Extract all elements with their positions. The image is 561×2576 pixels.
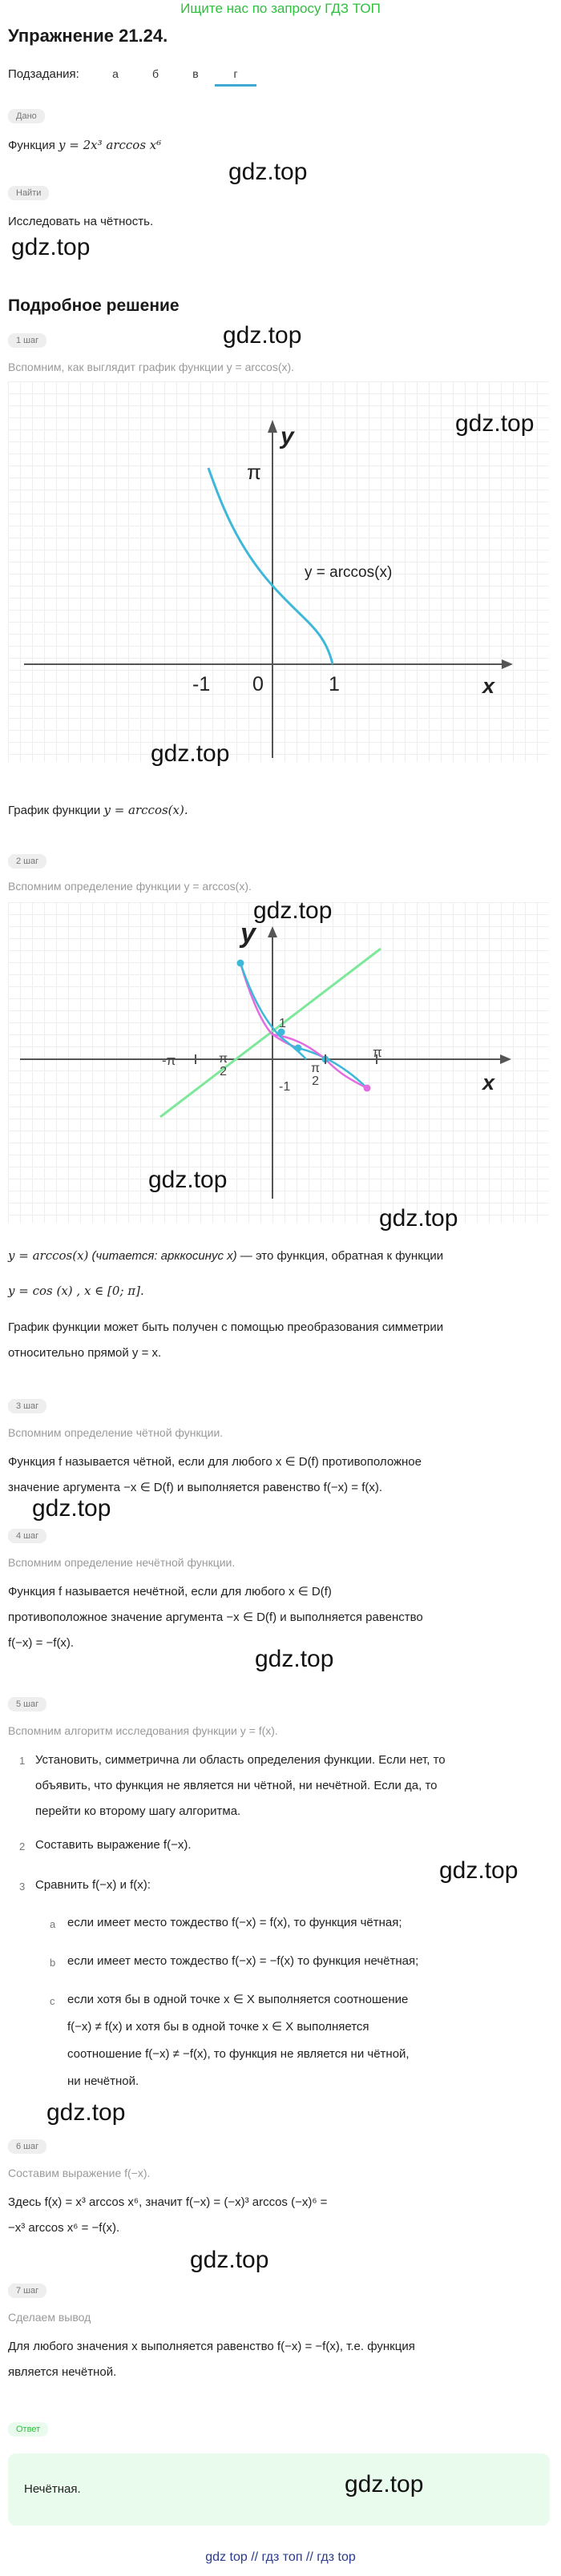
list-item-number: 3	[19, 1881, 26, 1893]
step1-caption	[8, 801, 188, 820]
arccos-curve-pink	[240, 963, 298, 1048]
point-top	[237, 960, 244, 967]
step7-intro: Сделаем вывод	[8, 2311, 91, 2324]
graph2-tick-pi: π	[373, 1045, 382, 1060]
watermark: gdz.top	[255, 1646, 334, 1672]
step6-line2: −x³ arccos x⁶ = −f(x).	[8, 2221, 120, 2235]
symmetry-graph-svg	[8, 902, 549, 1223]
x-axis-arrow	[502, 659, 513, 669]
watermark: gdz.top	[11, 234, 91, 260]
step6-intro: Составим выражение f(−x).	[8, 2167, 151, 2179]
step5-intro: Вспомним алгоритм исследования функции y = f(x).	[8, 1724, 278, 1737]
graph1-tick-neg1: -1	[192, 673, 211, 695]
x-axis-arrow	[500, 1054, 511, 1064]
given-formula: y = 2x³ arccos x⁶	[59, 138, 162, 152]
given-text	[8, 136, 161, 155]
graph1-tick-one: 1	[329, 673, 340, 695]
graph2-negpi2-den: 2	[220, 1065, 227, 1078]
graph2-negpi2-num: π	[219, 1052, 228, 1066]
find-pill: Найти	[8, 186, 49, 200]
watermark: gdz.top	[379, 1205, 458, 1232]
solution-title: Подробное решение	[8, 296, 180, 315]
step5-item2: Составить выражение f(−x).	[35, 1838, 192, 1852]
step7-line2: является нечётной.	[8, 2365, 117, 2379]
watermark: gdz.top	[190, 2247, 269, 2273]
arccos-graph-svg	[8, 381, 549, 762]
step2-p1-line2-formula: y = cos (x) , x ∈ [0; π].	[8, 1284, 144, 1298]
step2-p1-line1	[8, 1247, 443, 1265]
watermark: gdz.top	[148, 1167, 228, 1193]
watermark: gdz.top	[151, 740, 230, 767]
step3-line2: значение аргумента −x ∈ D(f) и выполняется равенство f(−x) = f(x).	[8, 1481, 383, 1494]
step7-line1: Для любого значения x выполняется равенство f(−x) = −f(x), т.е. функция	[8, 2340, 415, 2353]
watermark: gdz.top	[228, 159, 308, 185]
step3-line1: Функция f называется чётной, если для любого x ∈ D(f) противоположное	[8, 1455, 422, 1469]
step5-sub-c-line3: соотношение f(−x) ≠ −f(x), то функция не является ни чётной,	[67, 2047, 410, 2061]
step1-intro: Вспомним, как выглядит график функции y = arccos(x).	[8, 361, 295, 373]
step5-item3: Сравнить f(−x) и f(x):	[35, 1878, 151, 1892]
graph1-func-label: y = arccos(x)	[305, 564, 393, 581]
step6-line1: Здесь f(x) = x³ arccos x⁶, значит f(−x) = (−x)³ arccos (−x)⁶ =	[8, 2195, 328, 2209]
step5-item1-line3: перейти ко второму шагу алгоритма.	[35, 1804, 241, 1818]
footer-links[interactable]: gdz top // гдз топ // гдз top	[205, 2550, 356, 2564]
list-item-letter: b	[50, 1957, 56, 1969]
step5-sub-c-line2: f(−x) ≠ f(x) и хотя бы в одной точке x ∈ X выполняется	[67, 2020, 369, 2034]
point-mid	[295, 1045, 302, 1052]
page-title: Упражнение 21.24.	[8, 26, 168, 46]
step3-intro: Вспомним определение чётной функции.	[8, 1426, 224, 1439]
graph2-y-label: y	[240, 918, 256, 949]
list-item-letter: c	[50, 1995, 55, 2007]
answer-pill: Ответ	[8, 2422, 48, 2437]
step4-pill: 4 шаг	[8, 1529, 46, 1543]
step7-pill: 7 шаг	[8, 2284, 46, 2298]
graph2-tick-negpi: -π	[162, 1053, 176, 1068]
step2-p1-italic: (читается: арккосинус x)	[88, 1249, 237, 1263]
y-axis-arrow	[268, 420, 277, 433]
graph1-y-label: y	[280, 423, 294, 449]
watermark: gdz.top	[223, 322, 302, 349]
watermark: gdz.top	[439, 1857, 519, 1884]
given-pill: Дано	[8, 109, 45, 123]
graph2-tick-neg1: -1	[279, 1080, 291, 1094]
step5-item1-line2: объявить, что функция не является ни чётной, ни нечётной. Если да, то	[35, 1779, 438, 1792]
watermark: gdz.top	[455, 410, 535, 437]
subtasks-label: Подзадания:	[8, 67, 79, 81]
list-item-letter: a	[50, 1918, 56, 1930]
search-banner[interactable]: Ищите нас по запросу ГДЗ ТОП	[180, 1, 381, 16]
symmetry-graph	[8, 897, 549, 1223]
step5-pill: 5 шаг	[8, 1697, 46, 1711]
watermark: gdz.top	[345, 2471, 424, 2497]
watermark: gdz.top	[32, 1495, 111, 1522]
answer-text: Нечётная.	[24, 2482, 81, 2496]
watermark: gdz.top	[253, 897, 333, 924]
step4-intro: Вспомним определение нечётной функции.	[8, 1556, 236, 1569]
tab-a[interactable]: а	[112, 67, 119, 80]
step2-intro: Вспомним определение функции y = arccos(x).	[8, 880, 252, 893]
tab-b[interactable]: б	[151, 67, 159, 80]
y-axis-arrow	[268, 926, 277, 937]
graph2-x-label: x	[482, 1070, 495, 1094]
given-prefix: Функция	[8, 139, 59, 152]
step5-sub-c-line1: если хотя бы в одной точке x ∈ X выполняется соотношение	[67, 1993, 409, 2006]
step4-line3: f(−x) = −f(x).	[8, 1636, 75, 1650]
tab-v[interactable]: в	[192, 67, 199, 80]
graph2-pi2-num: π	[311, 1062, 321, 1075]
step2-p1-rest: — это функция, обратная к функции	[236, 1249, 444, 1263]
step2-p2-line2: относительно прямой y = x.	[8, 1346, 162, 1360]
graph1-tick-zero: 0	[252, 673, 264, 695]
list-item-number: 1	[19, 1755, 26, 1767]
step1-caption-formula: y = arccos(x).	[103, 803, 188, 817]
step6-pill: 6 шаг	[8, 2139, 46, 2154]
graph2-tick-pi2	[311, 1062, 320, 1088]
graph1-pi-label: π	[247, 460, 261, 484]
step5-item1-line1: Установить, симметрична ли область определения функции. Если нет, то	[35, 1753, 446, 1767]
point-end	[364, 1085, 371, 1092]
step5-sub-a: если имеет место тождество f(−x) = f(x), то функция чётная;	[67, 1916, 402, 1929]
arccos-graph	[8, 381, 549, 767]
step4-line1: Функция f называется нечётной, если для любого x ∈ D(f)	[8, 1585, 332, 1598]
step1-pill: 1 шаг	[8, 333, 46, 348]
step4-line2: противоположное значение аргумента −x ∈ D(f) и выполняется равенство	[8, 1611, 423, 1624]
tab-g[interactable]: г	[215, 66, 256, 87]
graph2-tick-one: 1	[279, 1017, 286, 1030]
step1-caption-prefix: График функции	[8, 804, 104, 817]
graph1-x-label: x	[482, 674, 495, 698]
step3-pill: 3 шаг	[8, 1399, 46, 1413]
step5-sub-b: если имеет место тождество f(−x) = −f(x) то функция нечётная;	[67, 1954, 419, 1968]
find-text: Исследовать на чётность.	[8, 215, 154, 228]
list-item-number: 2	[19, 1840, 26, 1852]
graph2-tick-negpi2	[219, 1053, 228, 1078]
step2-p2-line1: График функции может быть получен с помощью преобразования симметрии	[8, 1320, 444, 1334]
step5-sub-c-line4: ни нечётной.	[67, 2074, 139, 2088]
graph2-pi2-den: 2	[312, 1074, 319, 1088]
answer-box	[8, 2453, 550, 2526]
watermark: gdz.top	[46, 2099, 126, 2126]
step2-p1-formula: y = arccos(x)	[8, 1248, 89, 1263]
step2-pill: 2 шаг	[8, 854, 46, 869]
step2-p1-line2	[8, 1282, 144, 1300]
